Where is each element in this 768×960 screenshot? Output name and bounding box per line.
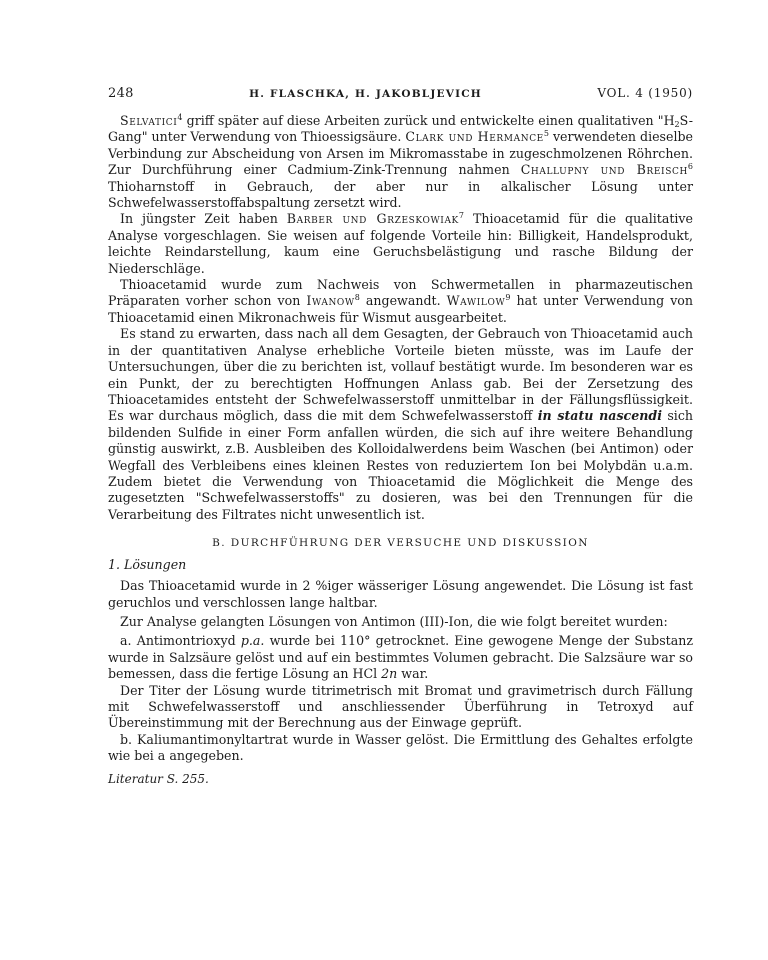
paragraph-text: verwendeten dieselbe Verbindung zur Abscheidung von Arsen im Mikromasstabe in zugeschmolzenen Röhrchen. Zur Durchführung einer Cadmium-Zink-Trennung nahmen xyxy=(108,129,694,178)
paragraph-titer: Der Titer der Lösung wurde titrimetrisch mit Bromat und gravimetrisch durch Fällung mit Schwefelwasserstoff und anschliessender Überführung in Tetroxyd auf Übereinstimmung mit der Berechnung aus der Einwage geprüft. xyxy=(108,682,693,731)
reference-marker: 7 xyxy=(458,211,464,221)
author-name: Selvatici xyxy=(120,113,178,128)
paragraph-text: angewandt. xyxy=(359,293,447,309)
author-name: Iwanow xyxy=(306,293,355,309)
reference-marker: 9 xyxy=(505,293,511,303)
paragraph-text: Es stand zu erwarten, dass nach all dem Gesagten, der Gebrauch von Thioacetamid auch in der quantitativen Analyse erhebliche Vorteile bieten müsste, was im Laufe der Untersuchungen, über die zu berichten ist, vollauf bestätigt wurde. Im besonderen war es ein Punkt, der zu berechtigten Hoffnungen Anlass gab. Bei der Zersetzung des Thioacetamides entsteht der Schwefelwasserstoff unmittelbar in der Fällungsflüssigkeit. Es war durchaus möglich, dass die mit dem Schwefelwasserstoff xyxy=(108,326,693,424)
italic-phrase: 2n xyxy=(381,666,398,682)
paragraph-text: hat unter Verwendung von Thioacetamid einen Mikronachweis für Wismut ausgearbeitet. xyxy=(108,293,694,325)
paragraph-text: S-Gang" unter Verwendung von Thioessigsäure. xyxy=(108,113,693,145)
paragraph-item-a xyxy=(108,633,693,682)
paragraph-analyse: Zur Analyse gelangten Lösungen von Antimon (III)-Ion, die wie folgt bereitet wurden: xyxy=(120,613,668,629)
paragraph-thioacetamid xyxy=(108,277,693,326)
italic-phrase: in statu nascendi xyxy=(537,408,662,424)
author-name: Challupny und Breisch xyxy=(520,162,688,178)
paragraph-loesung: Das Thioacetamid wurde in 2 %iger wässeriger Lösung angewendet. Die Lösung ist fast geruchlos und verschlossen lange haltbar. xyxy=(108,578,693,610)
author-name: Wawilow xyxy=(446,293,506,309)
paragraph-text: Thioacetamid wurde zum Nachweis von Schwermetallen in pharmazeutischen Präparaten vorher schon von xyxy=(108,277,693,309)
author-name: Barber und Grzeskowiak xyxy=(286,211,459,227)
running-header xyxy=(108,86,693,101)
paragraph-item-b: b. Kaliumantimonyltartrat wurde in Wasser gelöst. Die Ermittlung des Gehaltes erfolgte wie bei a angegeben. xyxy=(108,731,693,764)
paragraph-text: In jüngster Zeit haben xyxy=(120,211,287,227)
paragraph-barber xyxy=(108,211,693,277)
paragraph-text: griff später auf diese Arbeiten zurück und entwickelte einen qualitativen "H xyxy=(182,113,675,128)
reference-marker: 4 xyxy=(177,113,183,122)
paragraph-text: Thioharnstoff in Gebrauch, der aber nur in alkalischer Lösung unter Schwefelwasserstoffabspaltung zersetzt wird. xyxy=(108,178,693,211)
header-authors: H. FLASCHKA, H. JAKOBLJEVICH xyxy=(249,88,482,100)
paragraph-text: wurde bei 110° getrocknet. Eine gewogene Menge der Substanz wurde in Salzsäure gelöst und auf ein bestimmtes Volumen gebracht. Die Salzsäure war so bemessen, dass die fertige Lösung an HCl xyxy=(108,633,693,682)
reference-marker: 6 xyxy=(687,162,693,172)
paragraph-text: Thioacetamid für die qualitative Analyse vorgeschlagen. Sie weisen auf folgende Vorteile hin: Billigkeit, Handelsprodukt, leichte Reindarstellung, kaum eine Geruchsbelästigung und rasche Bildung der Niederschläge. xyxy=(108,211,693,276)
page-number: 248 xyxy=(108,86,134,101)
subsection-heading: 1. Lösungen xyxy=(108,557,187,573)
paragraph-text: sich bildenden Sulfide in einer Form anfallen würden, die sich auf ihre weitere Behandlung günstig auswirkt, z.B. Ausbleiben des Kolloidalwerdens beim Waschen (bei Antimon) oder Wegfall des Verbleibens eines kleinen Restes von reduziertem Ion bei Molybdän u.a.m. Zudem bietet die Verwendung von Thioacetamid die Möglichkeit die Menge des zugesetzten "Schwefelwasserstoffs" zu dosieren, was bei den Trennungen für die Verarbeitung des Filtrates nicht unwesentlich ist. xyxy=(108,408,693,522)
italic-phrase: p.a. xyxy=(240,633,265,649)
author-name: Clark und Hermance xyxy=(405,129,544,145)
journal-page xyxy=(108,86,693,787)
paragraph-selvatici xyxy=(108,113,693,211)
header-volume: VOL. 4 (1950) xyxy=(597,86,693,100)
paragraph-text: a. Antimontrioxyd xyxy=(120,633,241,649)
literature-reference: Literatur S. 255. xyxy=(108,771,209,786)
subscript: 2 xyxy=(674,120,680,129)
reference-marker: 8 xyxy=(354,293,360,303)
reference-marker: 5 xyxy=(543,129,549,139)
paragraph-erwartung xyxy=(108,326,693,523)
section-heading: B. DURCHFÜHRUNG DER VERSUCHE UND DISKUSSION xyxy=(212,537,589,550)
paragraph-text: war. xyxy=(397,666,429,682)
